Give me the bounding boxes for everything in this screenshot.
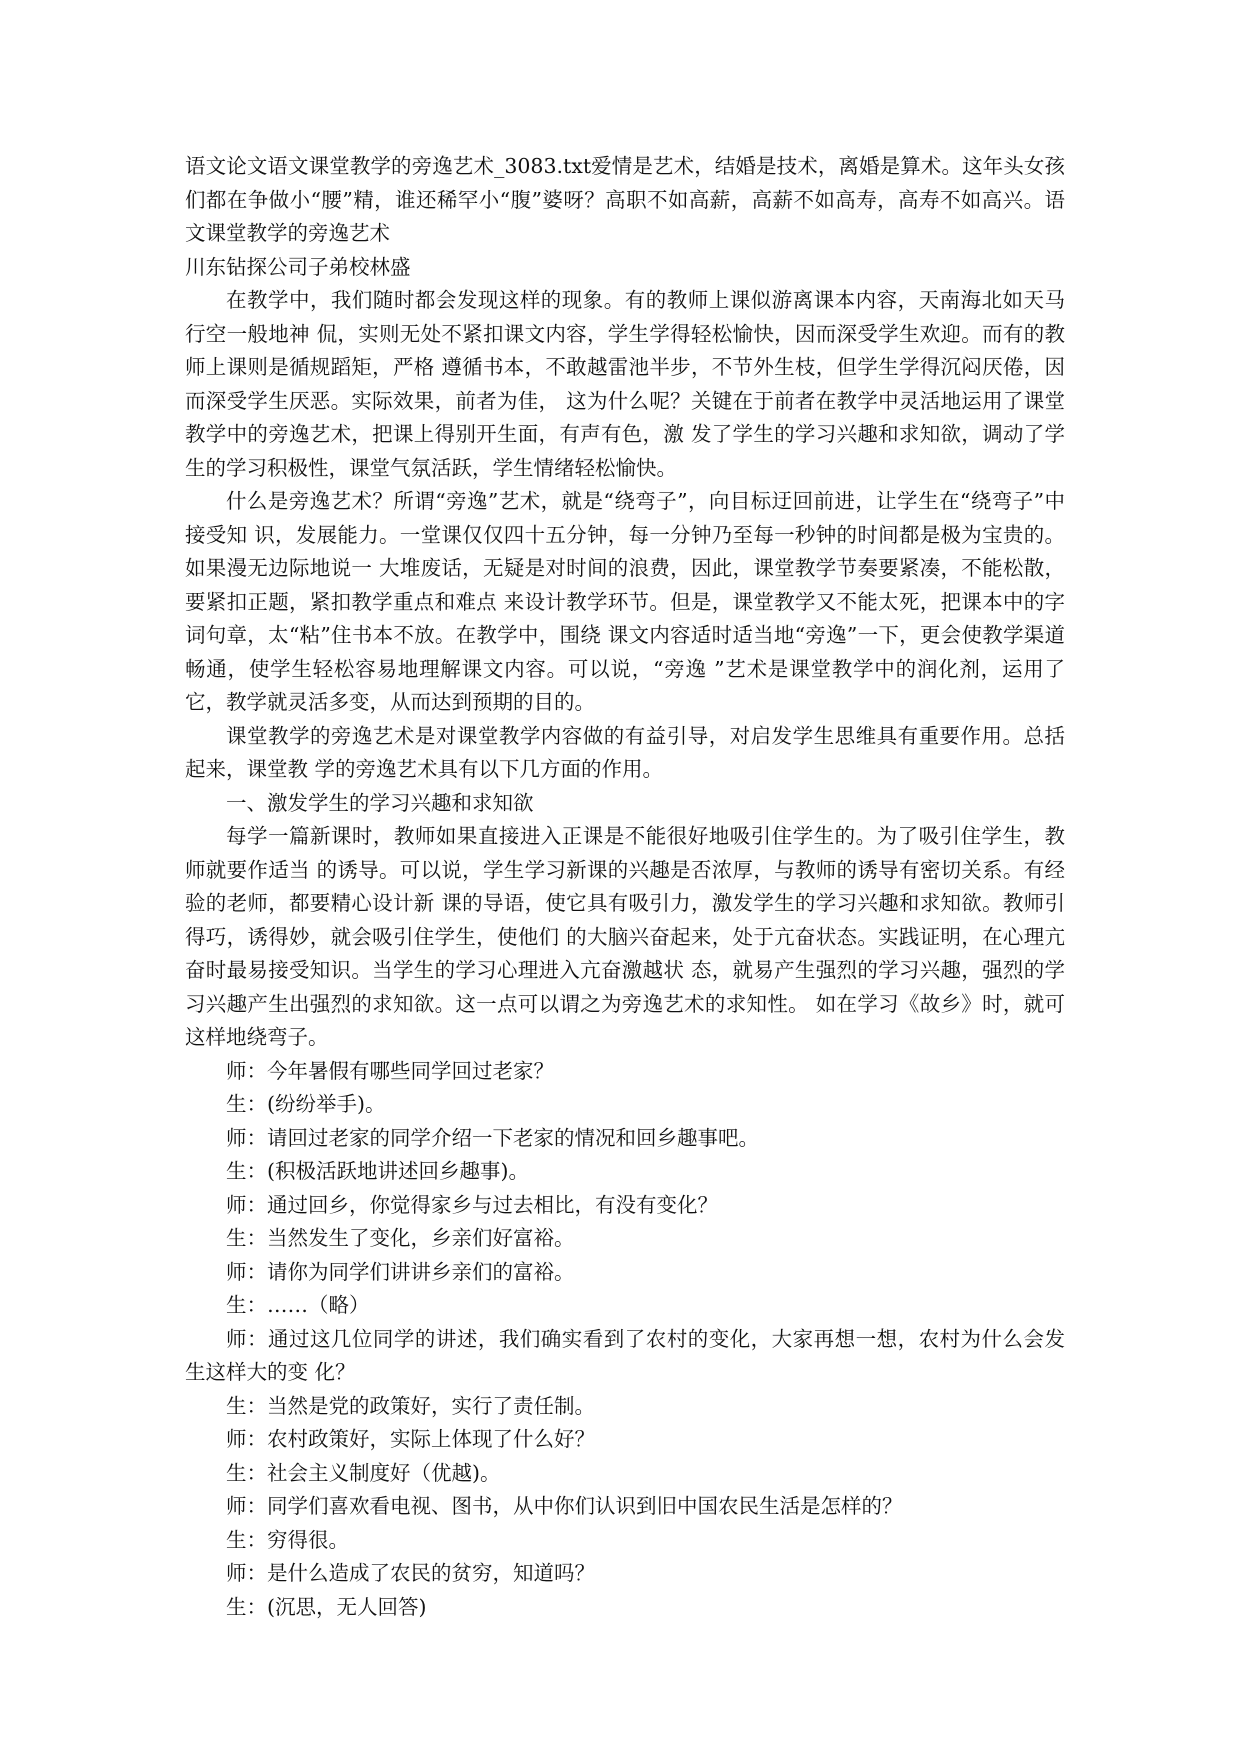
author-line: 川东钻探公司子弟校林盛 bbox=[185, 254, 411, 279]
section-heading: 一、激发学生的学习兴趣和求知欲 bbox=[226, 790, 534, 815]
dialogue-line: 师：是什么造成了农民的贫穷，知道吗？ bbox=[226, 1561, 595, 1585]
body-paragraph: 课堂教学的旁逸艺术是对课堂教学内容做的有益引导，对启发学生思维具有重要作用。总括起来，课堂教 学的旁逸艺术具有以下几方面的作用。 bbox=[185, 723, 1065, 781]
dialogue-line: 生：当然是党的政策好，实行了责任制。 bbox=[226, 1393, 595, 1418]
dialogue-line: 生：(积极活跃地讲述回乡趣事)。 bbox=[226, 1159, 529, 1183]
dialogue-line: 师：通过这几位同学的讲述，我们确实看到了农村的变化，大家再想一想，农村为什么会发生这样大的变 化？ bbox=[185, 1326, 1065, 1384]
dialogue-line: 师：通过回乡，你觉得家乡与过去相比，有没有变化？ bbox=[226, 1192, 718, 1217]
dialogue-line: 生：(纷纷举手)。 bbox=[226, 1092, 386, 1116]
document-body bbox=[185, 150, 1065, 1624]
dialogue-line: 师：今年暑假有哪些同学回过老家？ bbox=[226, 1058, 554, 1083]
header-paragraph: 语文论文语文课堂教学的旁逸艺术_3083.txt爱情是艺术，结婚是技术，离婚是算术。这年头女孩们都在争做小“腰”精，谁还稀罕小“腹”婆呀？高职不如高薪，高薪不如高寿，高寿不如高兴。语文课堂教学的旁逸艺术 bbox=[185, 154, 1065, 245]
dialogue-line: 生：……（略） bbox=[226, 1293, 370, 1317]
body-paragraph: 每学一篇新课时，教师如果直接进入正课是不能很好地吸引住学生的。为了吸引住学生，教师就要作适当 的诱导。可以说，学生学习新课的兴趣是否浓厚，与教师的诱导有密切关系。有经验的老师，都要精心设计新 课的导语，使它具有吸引力，激发学生的学习兴趣和求知欲。教师引得巧，诱得妙，就会吸引住学生，使他们 的大脑兴奋起来，处于亢奋状态。实践证明，在心理亢奋时最易接受知识。当学生的学习心理进入亢奋激越状 态，就易产生强烈的学习兴趣，强烈的学习兴趣产生出强烈的求知欲。这一点可以谓之为旁逸艺术的求知性。 如在学习《故乡》时，就可这样地绕弯子。 bbox=[185, 824, 1065, 1049]
dialogue-line: 师：同学们喜欢看电视、图书，从中你们认识到旧中国农民生活是怎样的？ bbox=[226, 1494, 903, 1518]
dialogue-line: 生：当然发生了变化，乡亲们好富裕。 bbox=[226, 1226, 575, 1250]
dialogue-line: 生：社会主义制度好（优越)。 bbox=[226, 1460, 501, 1485]
dialogue-line: 师：请回过老家的同学介绍一下老家的情况和回乡趣事吧。 bbox=[226, 1125, 759, 1150]
dialogue-line: 生：(沉思，无人回答) bbox=[226, 1594, 427, 1619]
body-paragraph: 什么是旁逸艺术？所谓“旁逸”艺术，就是“绕弯子”，向目标迂回前进，让学生在“绕弯子”中接受知 识，发展能力。一堂课仅仅四十五分钟，每一分钟乃至每一秒钟的时间都是极为宝贵的。如果漫无边际地说一 大堆废话，无疑是对时间的浪费，因此，课堂教学节奏要紧凑，不能松散，要紧扣正题，紧扣教学重点和难点 来设计教学环节。但是，课堂教学又不能太死，把课本中的字词句章，太“粘”住书本不放。在教学中，围绕 课文内容适时适当地“旁逸”一下，更会使教学渠道畅通，使学生轻松容易地理解课文内容。可以说，“旁逸 ”艺术是课堂教学中的润化剂，运用了它，教学就灵活多变，从而达到预期的目的。 bbox=[185, 489, 1065, 714]
dialogue-line: 师：请你为同学们讲讲乡亲们的富裕。 bbox=[226, 1259, 575, 1284]
dialogue-line: 师：农村政策好，实际上体现了什么好？ bbox=[226, 1427, 595, 1451]
body-paragraph: 在教学中，我们随时都会发现这样的现象。有的教师上课似游离课本内容，天南海北如天马行空一般地神 侃，实则无处不紧扣课文内容，学生学得轻松愉快，因而深受学生欢迎。而有的教师上课则是循规蹈矩，严格 遵循书本，不敢越雷池半步，不节外生枝，但学生学得沉闷厌倦，因而深受学生厌恶。实际效果，前者为佳， 这为什么呢？关键在于前者在教学中灵活地运用了课堂教学中的旁逸艺术，把课上得别开生面，有声有色，激 发了学生的学习兴趣和求知欲，调动了学生的学习积极性，课堂气氛活跃，学生情绪轻松愉快。 bbox=[185, 288, 1065, 480]
dialogue-line: 生：穷得很。 bbox=[226, 1527, 349, 1552]
